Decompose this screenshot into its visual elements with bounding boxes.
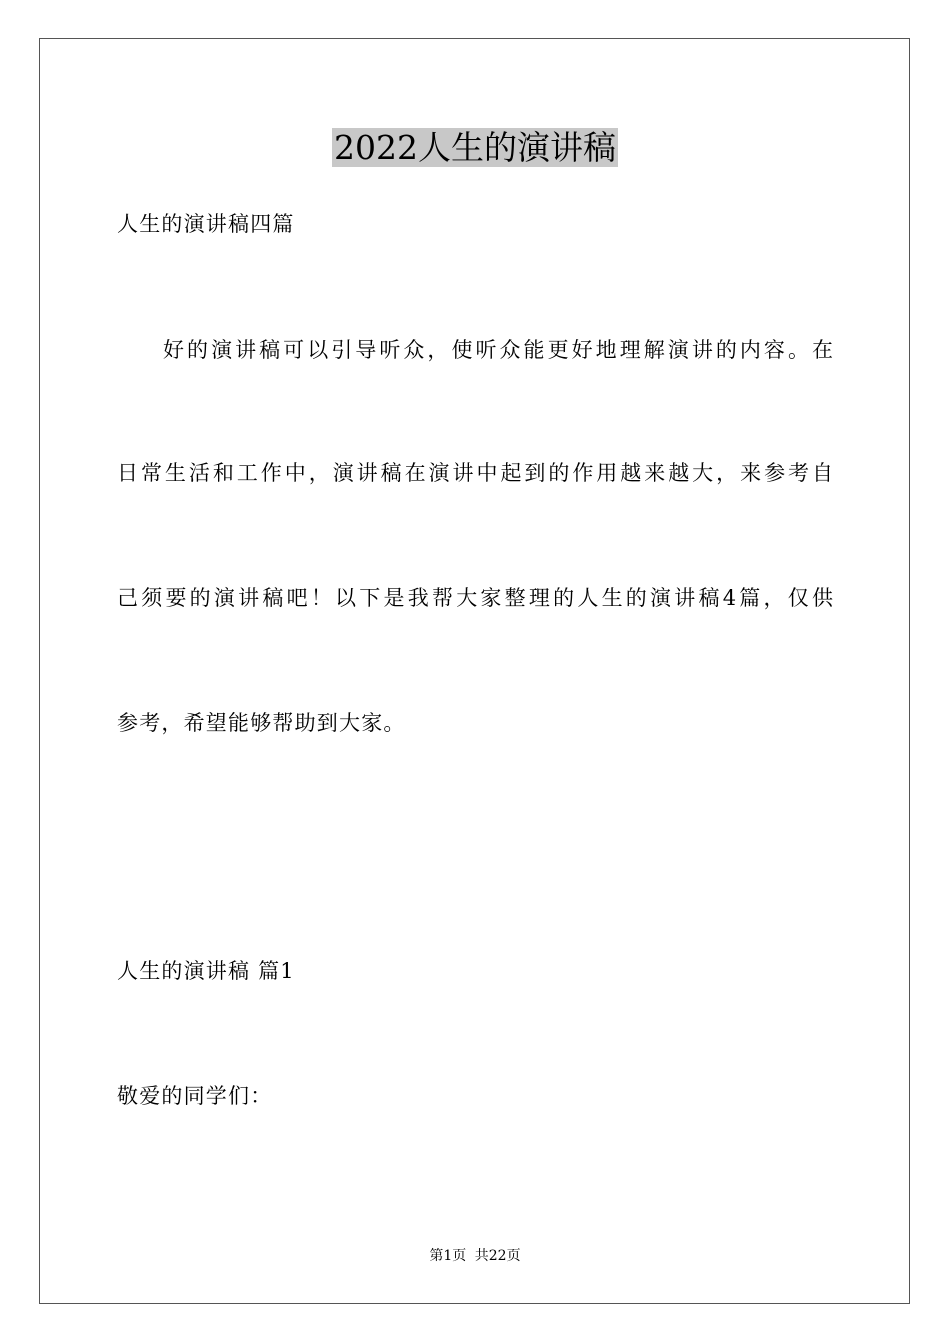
intro-paragraph-line-1: 好的演讲稿可以引导听众，使听众能更好地理解演讲的内容。在 [163, 338, 833, 362]
intro-paragraph-line-2: 日常生活和工作中，演讲稿在演讲中起到的作用越来越大，来参考自 [117, 461, 833, 485]
intro-paragraph-line-4: 参考，希望能够帮助到大家。 [117, 711, 406, 735]
page-total: 共22页 [474, 1248, 521, 1264]
document-subtitle: 人生的演讲稿四篇 [117, 212, 295, 236]
page-number: 第1页 [429, 1248, 467, 1264]
salutation: 敬爱的同学们： [117, 1084, 273, 1108]
intro-paragraph-line-3: 己须要的演讲稿吧！以下是我帮大家整理的人生的演讲稿4篇，仅供 [117, 586, 833, 610]
section-heading: 人生的演讲稿 篇1 [117, 959, 295, 983]
document-title [0, 126, 950, 170]
document-title-text: 2022人生的演讲稿 [334, 128, 616, 167]
page-footer [0, 1246, 950, 1266]
